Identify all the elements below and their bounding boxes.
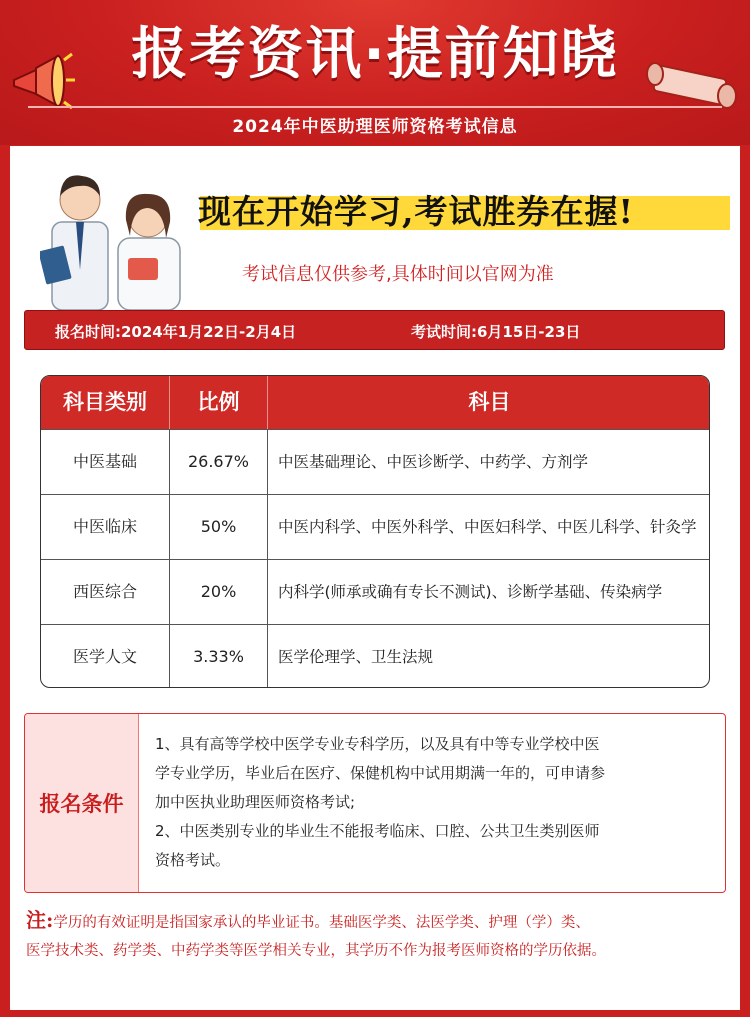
conditions-line: 学专业学历，毕业后在医疗、保健机构中试用期满一年的，可申请参 <box>155 764 606 782</box>
footnote-prefix: 注: <box>26 908 54 932</box>
header-subjects: 科目 <box>267 376 710 429</box>
table-row <box>41 624 709 688</box>
disclaimer-note: 考试信息仅供参考,具体时间以官网为准 <box>242 264 554 285</box>
conditions-line: 资格考试。 <box>155 851 231 869</box>
conditions-line: 1、具有高等学校中医学专业专科学历，以及具有中等专业学校中医 <box>155 735 600 753</box>
cell-subjects: 中医基础理论、中医诊断学、中药学、方剂学 <box>267 430 710 494</box>
cell-category: 中医临床 <box>72 517 137 536</box>
conditions-line: 2、中医类别专业的毕业生不能报考临床、口腔、公共卫生类别医师 <box>155 822 600 840</box>
subtitle-bar <box>0 106 750 140</box>
content-card <box>10 146 740 1010</box>
cell-category: 中医基础 <box>72 452 137 471</box>
cell-ratio: 26.67% <box>169 430 267 494</box>
table-row <box>41 494 709 559</box>
table-row <box>41 429 709 494</box>
cell-subjects: 中医内科学、中医外科学、中医妇科学、中医儿科学、针灸学 <box>267 495 710 559</box>
conditions-label: 报名条件 <box>25 714 139 892</box>
page-title: 报考资讯·提前知晓 <box>131 22 619 87</box>
subtitle-divider <box>28 106 722 108</box>
header-banner <box>0 0 750 145</box>
table-header <box>41 376 709 429</box>
cell-category: 西医综合 <box>72 582 137 601</box>
footnote-line <box>26 906 728 937</box>
cell-ratio: 3.33% <box>169 625 267 688</box>
cell-subjects: 医学伦理学、卫生法规 <box>267 625 710 688</box>
conditions-box <box>24 713 726 893</box>
cell-ratio: 20% <box>169 560 267 624</box>
cell-category: 医学人文 <box>72 647 137 666</box>
doctors-illustration <box>40 160 190 310</box>
cell-ratio: 50% <box>169 495 267 559</box>
subject-table <box>40 375 710 688</box>
header-category: 科目类别 <box>63 390 147 414</box>
header-ratio: 比例 <box>169 376 267 429</box>
footnote-line: 医学技术类、药学类、中药学类等医学相关专业，其学历不作为报考医师资格的学历依据。 <box>26 943 606 959</box>
page-subtitle: 2024年中医助理医师资格考试信息 <box>232 117 518 137</box>
table-row <box>41 559 709 624</box>
conditions-line: 加中医执业助理医师资格考试; <box>155 793 356 811</box>
registration-time: 报名时间:2024年1月22日-2月4日 <box>55 323 297 341</box>
exam-time: 考试时间:6月15日-23日 <box>411 323 581 341</box>
footnote-text: 学历的有效证明是指国家承认的毕业证书。基础医学类、法医学类、护理（学）类、 <box>53 915 590 931</box>
slogan-text: 现在开始学习,考试胜券在握! <box>198 192 634 231</box>
footnote <box>26 906 728 965</box>
cell-subjects: 内科学(师承或确有专长不测试)、诊断学基础、传染病学 <box>267 560 710 624</box>
conditions-text <box>155 730 715 875</box>
date-bar <box>24 310 725 350</box>
